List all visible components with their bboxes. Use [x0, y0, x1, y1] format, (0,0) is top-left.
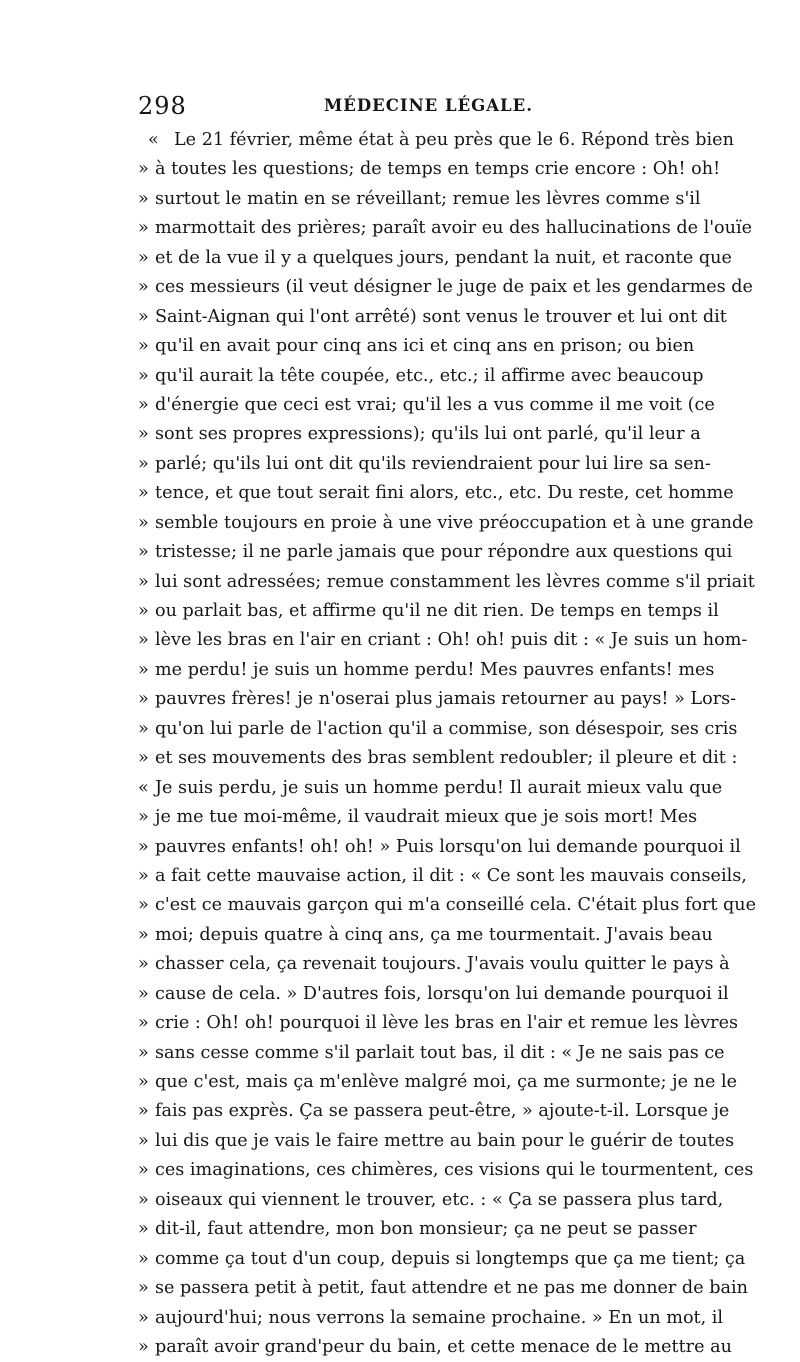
quote-mark: »	[138, 336, 149, 357]
text-line	[138, 774, 723, 803]
line-text: et ses mouvements des bras semblent redoubler; il pleure et dit :	[155, 748, 738, 769]
quote-mark: »	[138, 1189, 149, 1210]
line-text: comme ça tout d'un coup, depuis si longtemps que ça me tient; ça	[155, 1248, 746, 1269]
text-line	[138, 862, 747, 891]
quote-mark: »	[138, 542, 149, 563]
line-text: tristesse; il ne parle jamais que pour répondre aux questions qui	[155, 542, 733, 563]
text-line	[138, 479, 734, 508]
text-line	[138, 1127, 735, 1156]
line-text: a fait cette mauvaise action, il dit : « Ce sont les mauvais conseils,	[155, 865, 747, 886]
quote-mark: »	[138, 394, 149, 415]
text-line	[138, 126, 734, 155]
line-text: ou parlait bas, et affirme qu'il ne dit rien. De temps en temps il	[155, 601, 719, 621]
quote-mark: »	[138, 836, 149, 857]
text-line	[138, 244, 732, 273]
quote-mark: »	[138, 159, 149, 180]
text-line	[138, 155, 721, 184]
text-line	[138, 715, 738, 744]
quote-mark: »	[138, 277, 149, 298]
quote-mark: »	[138, 453, 149, 474]
quote-mark: »	[138, 630, 149, 651]
line-text: paraît avoir grand'peur du bain, et cette menace de le mettre au	[155, 1336, 732, 1357]
text-line	[138, 980, 729, 1009]
text-line	[138, 1274, 748, 1303]
quote-mark: »	[138, 247, 149, 268]
text-line	[138, 1186, 724, 1215]
line-text: tence, et que tout serait fini alors, etc., etc. Du reste, cet homme	[155, 483, 734, 504]
text-line	[138, 1039, 725, 1068]
text-line	[138, 568, 755, 597]
text-line	[138, 597, 719, 626]
text-line	[138, 1333, 732, 1362]
text-line	[138, 362, 704, 391]
page-header	[138, 92, 668, 122]
text-line	[138, 656, 715, 685]
line-text: marmottait des prières; paraît avoir eu des hallucinations de l'ouïe	[155, 218, 753, 239]
text-line	[138, 1009, 739, 1038]
text-line	[138, 509, 754, 538]
quote-mark: »	[138, 954, 149, 975]
page-number: 298	[138, 92, 187, 120]
quote-mark: »	[138, 1013, 149, 1034]
text-line	[138, 273, 753, 302]
quote-mark: »	[138, 895, 149, 916]
text-line	[138, 744, 738, 773]
text-line	[138, 685, 737, 714]
text-line	[138, 1156, 754, 1185]
quote-mark: »	[138, 424, 149, 445]
quote-mark: »	[138, 1278, 149, 1299]
line-text: ces messieurs (il veut désigner le juge de paix et les gendarmes de	[155, 277, 753, 298]
text-line	[138, 214, 753, 243]
line-text: moi; depuis quatre à cinq ans, ça me tourmentait. J'avais beau	[155, 924, 713, 945]
line-text: à toutes les questions; de temps en temps crie encore : Oh! oh!	[155, 159, 721, 180]
line-text: sont ses propres expressions); qu'ils lui ont parlé, qu'il leur a	[155, 424, 701, 445]
quote-mark: »	[138, 1160, 149, 1181]
quote-mark: «	[138, 777, 149, 798]
line-text: crie : Oh! oh! pourquoi il lève les bras en l'air et remue les lèvres	[155, 1013, 739, 1034]
line-text: pauvres enfants! oh! oh! » Puis lorsqu'on lui demande pourquoi il	[155, 836, 741, 857]
quote-mark: »	[138, 1248, 149, 1269]
line-text: semble toujours en proie à une vive préoccupation et à une grande	[155, 512, 754, 533]
quote-mark: »	[138, 807, 149, 828]
text-line	[138, 833, 741, 862]
text-line	[138, 391, 715, 420]
quote-mark: »	[138, 483, 149, 504]
text-line	[138, 891, 757, 920]
line-text: lui dis que je vais le faire mettre au bain pour le guérir de toutes	[155, 1130, 735, 1151]
quote-mark: »	[138, 188, 149, 209]
text-line	[138, 538, 733, 567]
quote-mark: »	[138, 218, 149, 239]
line-text: me perdu! je suis un homme perdu! Mes pauvres enfants! mes	[155, 659, 715, 680]
line-text: qu'il en avait pour cinq ans ici et cinq ans en prison; ou bien	[155, 336, 695, 357]
quote-mark: «	[148, 130, 159, 150]
line-text: cause de cela. » D'autres fois, lorsqu'on lui demande pourquoi il	[155, 983, 729, 1004]
text-line	[138, 626, 748, 655]
text-line	[138, 332, 695, 361]
quote-mark: »	[138, 571, 149, 592]
quote-mark: »	[138, 1072, 149, 1092]
line-text: lève les bras en l'air en criant : Oh! oh! puis dit : « Je suis un hom-	[155, 630, 748, 651]
line-text: ces imaginations, ces chimères, ces visions qui le tourmentent, ces	[155, 1160, 754, 1181]
line-text: aujourd'hui; nous verrons la semaine prochaine. » En un mot, il	[155, 1307, 724, 1328]
line-text: lui sont adressées; remue constamment les lèvres comme s'il priait	[155, 571, 755, 592]
line-text: qu'il aurait la tête coupée, etc., etc.; il affirme avec beaucoup	[155, 365, 704, 386]
running-head: MÉDECINE LÉGALE.	[324, 96, 533, 115]
line-text: Le 21 février, même état à peu près que le 6. Répond très bien	[174, 130, 734, 150]
line-text: parlé; qu'ils lui ont dit qu'ils reviendraient pour lui lire sa sen-	[155, 453, 711, 474]
quote-mark: »	[138, 306, 149, 327]
text-line	[138, 420, 701, 449]
line-text: d'énergie que ceci est vrai; qu'il les a vus comme il me voit (ce	[155, 394, 715, 415]
line-text: fais pas exprès. Ça se passera peut-être, » ajoute-t-il. Lorsque je	[155, 1101, 730, 1122]
quote-mark: »	[138, 1042, 149, 1063]
quote-mark: »	[138, 748, 149, 769]
line-text: Saint-Aignan qui l'ont arrêté) sont venus le trouver et lui ont dit	[155, 306, 727, 327]
text-line	[138, 1304, 724, 1333]
quote-mark: »	[138, 1307, 149, 1328]
quote-mark: »	[138, 924, 149, 945]
line-text: je me tue moi-même, il vaudrait mieux que je sois mort! Mes	[155, 807, 698, 828]
quote-mark: »	[138, 365, 149, 386]
quote-mark: »	[138, 1336, 149, 1357]
quote-mark: »	[138, 601, 149, 621]
text-line	[138, 185, 701, 214]
text-line	[138, 450, 711, 479]
line-text: surtout le matin en se réveillant; remue les lèvres comme s'il	[155, 188, 701, 209]
quote-mark: »	[138, 865, 149, 886]
body-text	[138, 126, 757, 1362]
quote-mark: »	[138, 718, 149, 739]
line-text: et de la vue il y a quelques jours, pendant la nuit, et raconte que	[155, 247, 732, 268]
quote-mark: »	[138, 689, 149, 710]
line-text: se passera petit à petit, faut attendre et ne pas me donner de bain	[155, 1278, 748, 1299]
text-line	[138, 803, 698, 832]
line-text: que c'est, mais ça m'enlève malgré moi, ça me surmonte; je ne le	[155, 1072, 737, 1092]
text-line	[138, 950, 730, 979]
text-line	[138, 1215, 697, 1244]
quote-mark: »	[138, 1101, 149, 1122]
quote-mark: »	[138, 659, 149, 680]
quote-mark: »	[138, 512, 149, 533]
text-line	[138, 303, 727, 332]
line-text: sans cesse comme s'il parlait tout bas, il dit : « Je ne sais pas ce	[155, 1042, 725, 1063]
line-text: chasser cela, ça revenait toujours. J'avais voulu quitter le pays à	[155, 954, 730, 975]
text-line	[138, 921, 713, 950]
quote-mark: »	[138, 983, 149, 1004]
text-line	[138, 1068, 737, 1097]
quote-mark: »	[138, 1130, 149, 1151]
quote-mark: »	[138, 1219, 149, 1240]
text-line	[138, 1097, 730, 1126]
line-text: dit-il, faut attendre, mon bon monsieur; ça ne peut se passer	[155, 1219, 697, 1240]
line-text: c'est ce mauvais garçon qui m'a conseillé cela. C'était plus fort que	[155, 895, 757, 916]
line-text: qu'on lui parle de l'action qu'il a commise, son désespoir, ses cris	[155, 718, 738, 739]
line-text: oiseaux qui viennent le trouver, etc. : « Ça se passera plus tard,	[155, 1189, 724, 1210]
line-text: pauvres frères! je n'oserai plus jamais retourner au pays! » Lors-	[155, 689, 737, 710]
line-text: Je suis perdu, je suis un homme perdu! Il aurait mieux valu que	[155, 777, 723, 798]
